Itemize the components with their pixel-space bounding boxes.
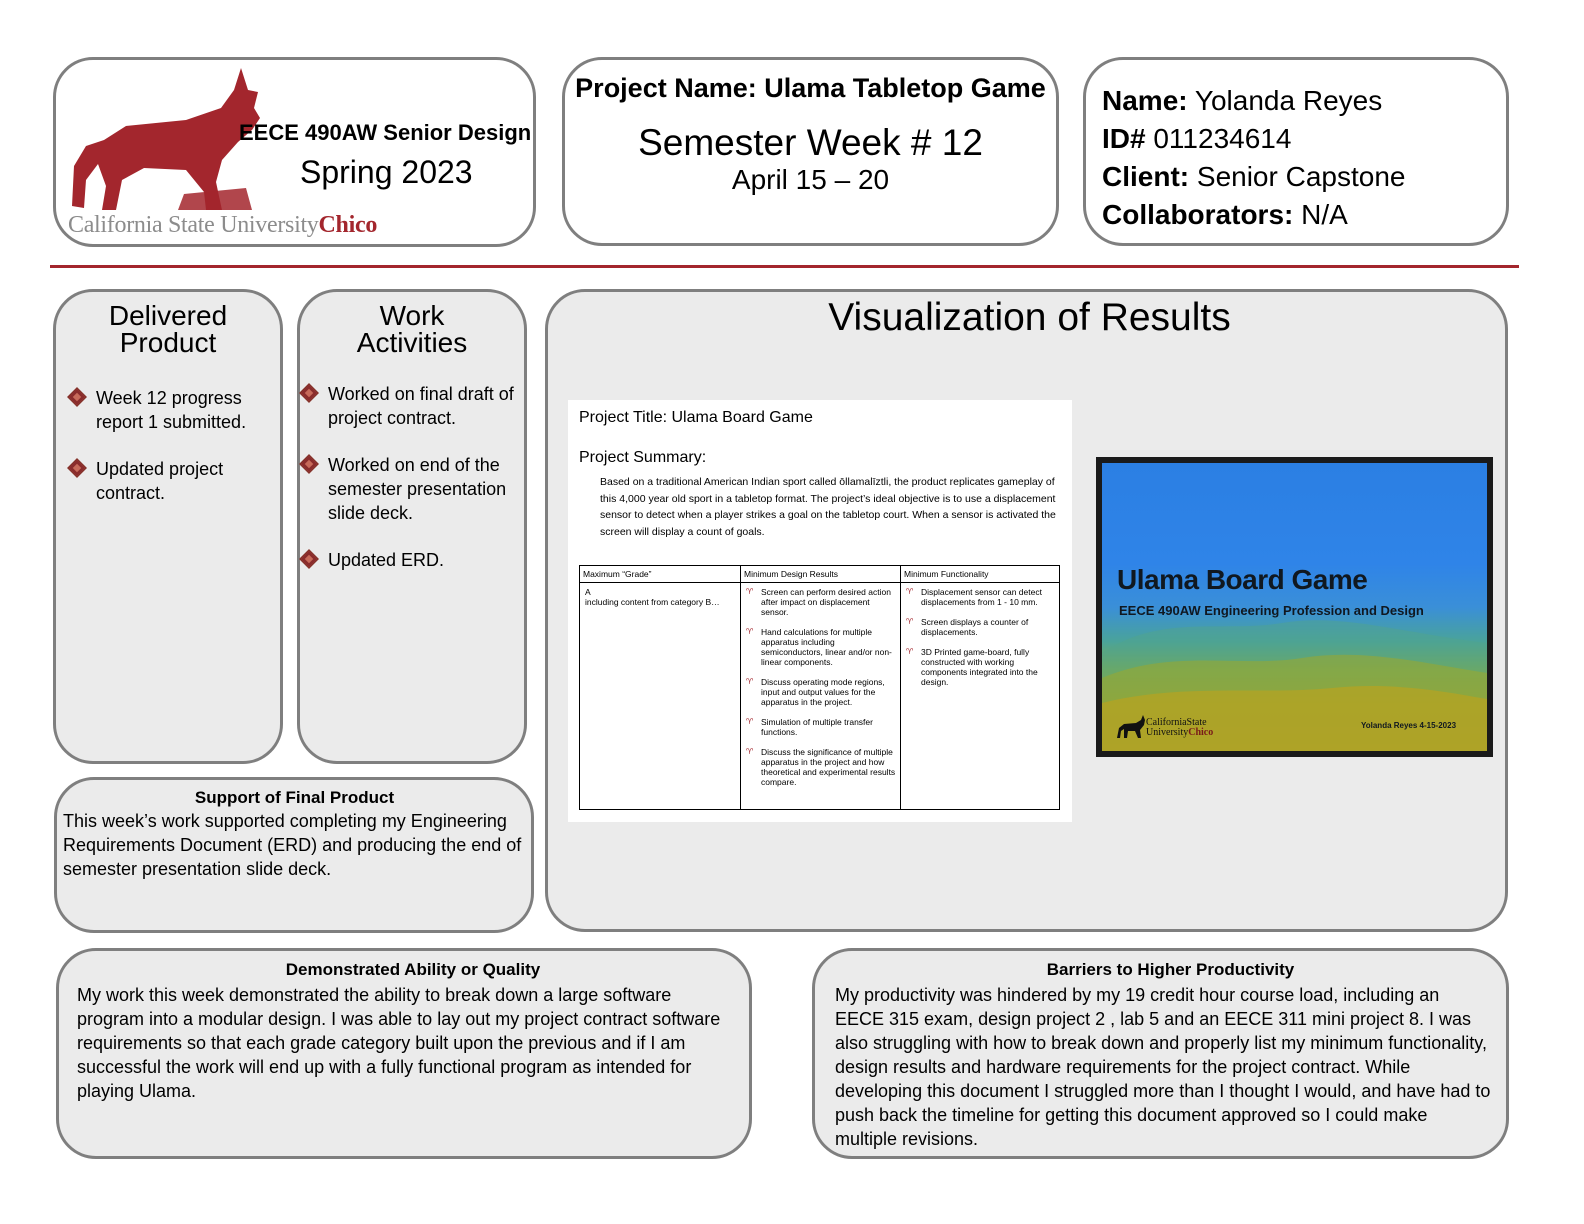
contract-table: [579, 565, 1060, 810]
list-item: ♈ Discuss operating mode regions, input and output values for the apparatus in the project.: [746, 677, 885, 707]
list-item: ♈ 3D Printed game-board, fully constructed with working components integrated into the design.: [906, 647, 1038, 687]
wildcat-bullet-icon: ♈: [906, 647, 914, 656]
wildcat-bullet-icon: ♈: [746, 747, 754, 756]
list-item: ♈ Screen displays a counter of displacements.: [906, 617, 1029, 637]
list-item: ♈ Displacement sensor can detect displacements from 1 - 10 mm.: [906, 587, 1042, 607]
work-list: [328, 382, 524, 572]
list-item: Worked on final draft of project contract.: [328, 382, 524, 430]
diamond-bullet-icon: [299, 383, 319, 403]
semester-label: Spring 2023: [300, 154, 473, 190]
list-item: Worked on end of the semester presentation slide deck.: [328, 453, 524, 525]
collaborators: Collaborators: N/A: [1102, 199, 1348, 230]
semester-week: Semester Week # 12: [638, 122, 983, 163]
student-info-box: [1083, 57, 1509, 246]
presentation-slide-image: [1096, 457, 1493, 757]
diamond-bullet-icon: [67, 387, 87, 407]
slide-subtitle: EECE 490AW Engineering Profession and Design: [1119, 603, 1424, 618]
grade-column: [580, 566, 740, 809]
list-item: ♈ Simulation of multiple transfer functions.: [746, 717, 873, 737]
wildcat-bullet-icon: ♈: [746, 717, 754, 726]
list-item: ♈ Screen can perform desired action after impact on displacement sensor.: [746, 587, 891, 617]
table-cell: A including content from category B…: [585, 587, 720, 607]
ability-title: Demonstrated Ability or Quality: [285, 960, 541, 979]
student-id: ID# 011234614: [1102, 123, 1292, 154]
demonstrated-ability-box: [56, 948, 752, 1159]
week-dates: April 15 – 20: [731, 164, 890, 195]
support-box: [54, 777, 534, 933]
barriers-box: [812, 948, 1509, 1159]
table-cell: [901, 583, 1059, 687]
delivered-product-box: [53, 289, 283, 764]
list-item: ♈ Hand calculations for multiple apparatus including semiconductors, linear and/or non-linear components.: [746, 627, 892, 667]
functionality-column: [900, 566, 1059, 809]
wildcat-logo-icon: [66, 68, 266, 218]
table-cell: [741, 583, 900, 787]
slide-wildcat-icon: [1116, 715, 1146, 739]
diamond-bullet-icon: [67, 458, 87, 478]
slide-university-logo: CaliforniaState UniversityChico: [1146, 717, 1214, 738]
support-body: This week’s work supported completing my Engineering Requirements Document (ERD) and producing the end of semester presentation slide deck.: [63, 811, 522, 879]
table-header: Maximum “Grade”: [580, 566, 740, 583]
list-item: Updated project contract.: [96, 457, 280, 505]
slide-title: Ulama Board Game: [1117, 564, 1368, 595]
project-name: Project Name: Ulama Tabletop Game: [575, 73, 1046, 103]
barriers-title: Barriers to Higher Productivity: [1046, 960, 1295, 979]
wildcat-bullet-icon: ♈: [746, 587, 754, 596]
visualization-box: [545, 289, 1508, 932]
course-header-box: [53, 57, 536, 247]
table-header: Minimum Functionality: [901, 566, 1059, 583]
university-logo-text: California State UniversityChico: [68, 212, 378, 238]
design-results-column: [740, 566, 900, 809]
wildcat-bullet-icon: ♈: [746, 627, 754, 636]
diamond-bullet-icon: [299, 454, 319, 474]
support-title: Support of Final Product: [194, 788, 395, 807]
work-activities-box: [297, 289, 527, 764]
barriers-body: My productivity was hindered by my 19 credit hour course load, including an EECE 315 exam, design project 2 , lab 5 and an EECE 311 mini project 8. I was also struggling with how to break down and properly list my minimum functionality, design results and hardware requirements for the project contract. While developing this document I struggled more than I thought I would, and have had to push back the timeline for getting this document approved so I could make multiple revisions.: [835, 985, 1491, 1149]
client: Client: Senior Capstone: [1102, 161, 1406, 192]
contract-summary: Based on a traditional American Indian sport called ōllamalīztli, the product replicates gameplay of this 4,000 year old sport in a tabletop format. The project’s ideal objective is to use a displacement sensor to detect when a player strikes a goal on the tabletop court. When a sensor is activated the screen will display a count of goals.: [600, 476, 1056, 538]
wildcat-bullet-icon: ♈: [906, 587, 914, 596]
delivered-list: [96, 386, 280, 505]
project-header-box: [562, 57, 1059, 246]
delivered-product-title: Delivered Product: [108, 300, 228, 358]
wildcat-bullet-icon: ♈: [906, 617, 914, 626]
slide-background: [1102, 463, 1487, 751]
contract-summary-label: Project Summary:: [579, 449, 707, 466]
list-item: Week 12 progress report 1 submitted.: [96, 386, 280, 434]
diamond-bullet-icon: [299, 549, 319, 569]
ability-body: My work this week demonstrated the ability to break down a large software program into a modular design. I was able to lay out my project contract software requirements so that each grade category built upon the previous and if I am successful the work will end up with a fully functional program as intended for playing Ulama.: [77, 985, 721, 1101]
contract-title: Project Title: Ulama Board Game: [579, 409, 813, 426]
work-activities-title: Work Activities: [356, 300, 468, 358]
course-title: EECE 490AW Senior Design: [239, 120, 532, 145]
wildcat-bullet-icon: ♈: [746, 677, 754, 686]
header-divider: [50, 265, 1519, 268]
visualization-title: Visualization of Results: [828, 296, 1231, 339]
table-header: Minimum Design Results: [741, 566, 900, 583]
student-name: Name: Yolanda Reyes: [1102, 85, 1383, 116]
slide-author: Yolanda Reyes 4-15-2023: [1361, 721, 1457, 730]
list-item: ♈ Discuss the significance of multiple apparatus in the project and how theoretical and experimental results compare.: [746, 747, 896, 787]
project-contract-image: [568, 400, 1072, 822]
list-item: Updated ERD.: [328, 548, 524, 572]
